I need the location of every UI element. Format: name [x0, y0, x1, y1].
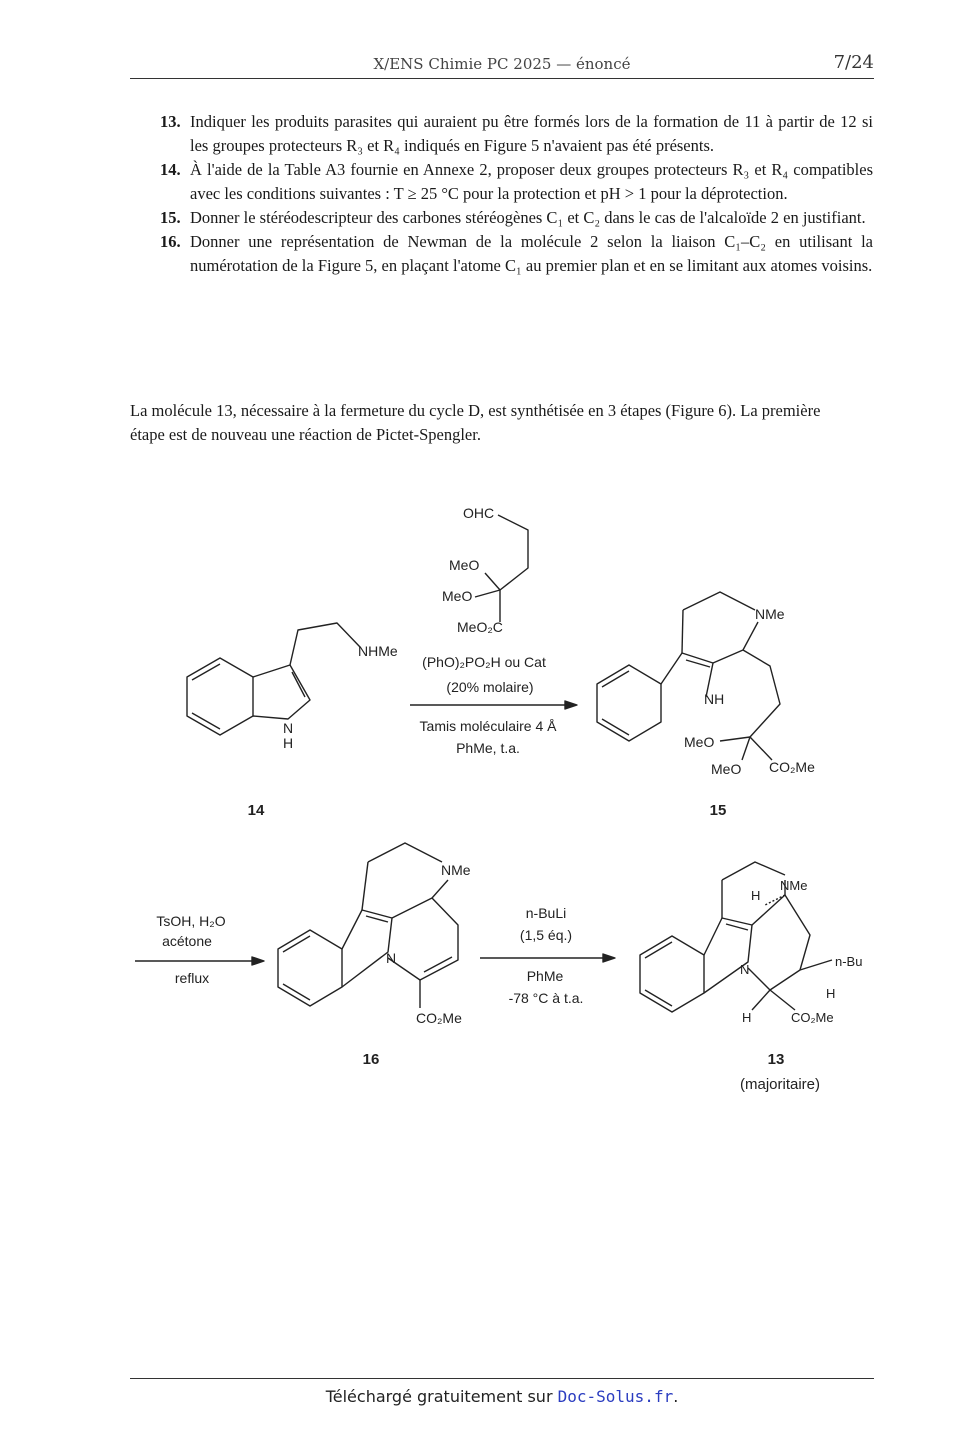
compound-13-note: (majoritaire)	[739, 1076, 821, 1093]
label-n-16: N	[386, 950, 397, 966]
label-meo2c: MeO₂C	[457, 619, 503, 635]
page-number: 7/24	[833, 52, 874, 73]
label-indole-n: N	[283, 720, 294, 736]
question-13	[160, 110, 873, 158]
step1-solvent: PhMe, t.a.	[456, 740, 520, 756]
page-footer	[130, 1378, 874, 1406]
question-16	[160, 230, 873, 278]
label-nme-16: NMe	[441, 862, 471, 878]
label-co2me-16: CO₂Me	[416, 1010, 462, 1026]
question-text: À l'aide de la Table A3 fournie en Annexe 2, proposer deux groupes protecteurs R₃ et R₄ compatibles avec les conditions suivantes : T ≥ 25 °C pour la protection et pH > 1 pour la déprotection.	[190, 160, 873, 203]
question-list	[160, 110, 873, 278]
compound-label-16: 16	[362, 1051, 380, 1068]
step3-equiv: (1,5 éq.)	[519, 927, 573, 943]
label-nme-15: NMe	[755, 606, 785, 622]
question-text: Donner le stéréodescripteur des carbones stéréogènes C₁ et C₂ dans le cas de l'alcaloïde 2 en justifiant.	[190, 208, 866, 227]
step1-loading: (20% molaire)	[446, 679, 534, 695]
reagent-aldehyde	[475, 515, 528, 622]
label-nme-13: NMe	[780, 878, 808, 893]
page-header	[130, 52, 874, 79]
question-number: 14.	[160, 160, 181, 179]
label-nhme: NHMe	[358, 643, 398, 659]
question-15	[160, 206, 873, 230]
question-text: Indiquer les produits parasites qui auraient pu être formés lors de la formation de 11 à partir de 12 si les groupes protecteurs R₃ et R₄ indiqués en Figure 5 n'avaient pas été présents.	[190, 112, 873, 155]
compound-label-13: 13	[767, 1051, 785, 1068]
question-number: 16.	[160, 232, 181, 251]
question-number: 15.	[160, 208, 181, 227]
label-ohc: OHC	[463, 505, 495, 521]
label-indole-h: H	[283, 735, 294, 751]
step3-temperature: -78 °C à t.a.	[508, 990, 584, 1006]
label-h-13a: H	[751, 888, 761, 903]
compound-label-15: 15	[709, 802, 727, 819]
molecule-16	[278, 843, 458, 1008]
question-number: 13.	[160, 112, 181, 131]
label-co2me-15: CO₂Me	[769, 759, 815, 775]
step2-condition: reflux	[174, 970, 210, 986]
intro-paragraph: La molécule 13, nécessaire à la fermeture du cycle D, est synthétisée en 3 étapes (Figure 6). La première étape est de nouveau une réaction de Pictet-Spengler.	[130, 401, 821, 444]
compound-label-14: 14	[247, 802, 265, 819]
step3-base: n-BuLi	[525, 905, 567, 921]
label-nbu: n-Bu	[835, 954, 863, 969]
footer-link[interactable]: Doc-Solus.fr	[557, 1387, 674, 1406]
question-text: Donner une représentation de Newman de la molécule 2 selon la liaison C₁–C₂ en utilisant la numérotation de la Figure 5, en plaçant l'atome C₁ au premier plan et en se limitant aux atomes voisins.	[190, 232, 873, 275]
synthesis-scheme	[0, 480, 980, 1110]
label-nh-15: NH	[704, 691, 725, 707]
label-meo-2: MeO	[442, 588, 473, 604]
step2-solvent: acétone	[162, 933, 212, 949]
step2-acid: TsOH, H₂O	[156, 913, 226, 929]
header-title: X/ENS Chimie PC 2025 — énoncé	[373, 55, 631, 73]
step3-solvent: PhMe	[526, 968, 564, 984]
label-meo-1: MeO	[449, 557, 480, 573]
footer-end: .	[673, 1387, 679, 1406]
step1-sieves: Tamis moléculaire 4 Å	[419, 718, 557, 734]
step1-catalyst: (PhO)₂PO₂H ou Cat	[422, 654, 546, 670]
label-meo-b: MeO	[711, 761, 742, 777]
molecule-14	[187, 623, 360, 735]
footer-text: Téléchargé gratuitement sur	[325, 1387, 553, 1406]
label-n-13: N	[740, 962, 750, 977]
label-co2me-13: CO₂Me	[791, 1010, 834, 1025]
label-h-13b: H	[826, 986, 836, 1001]
label-h-13c: H	[742, 1010, 752, 1025]
label-meo-a: MeO	[684, 734, 715, 750]
question-14	[160, 158, 873, 206]
